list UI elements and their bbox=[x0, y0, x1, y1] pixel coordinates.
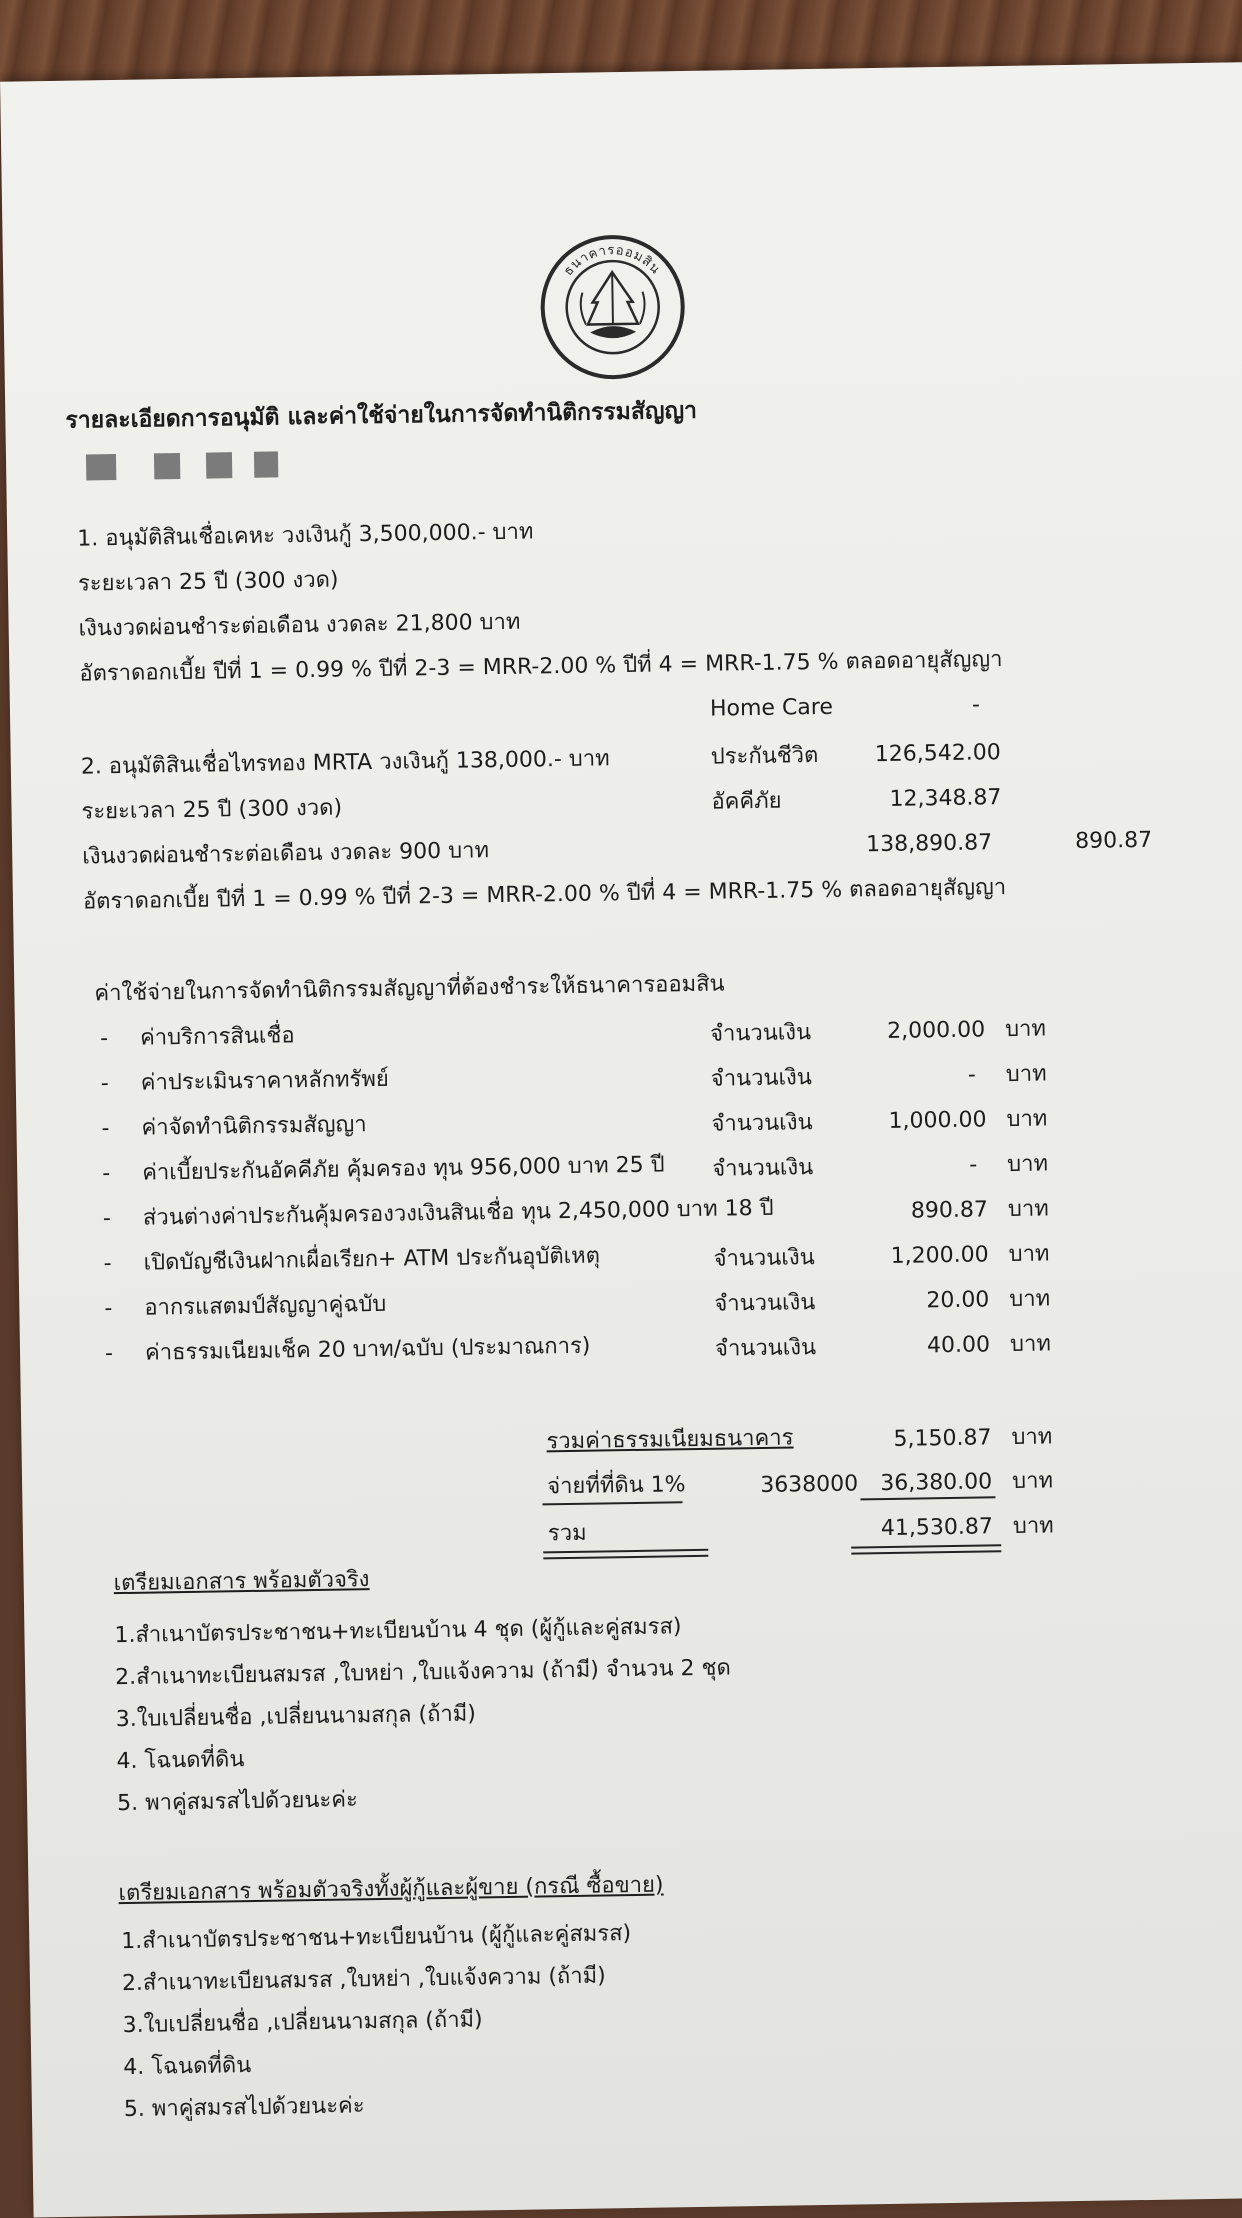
summary-total-unit: บาท bbox=[1012, 1513, 1054, 1540]
fee-amount-label: จำนวนเงิน bbox=[713, 1245, 815, 1272]
fee-label: ค่าจัดทำนิติกรรมสัญญา bbox=[141, 1112, 367, 1141]
insurance-label-fire: อัคคีภัย bbox=[711, 788, 782, 815]
fee-value: 1,200.00 bbox=[890, 1242, 989, 1269]
fee-label: ค่าประเมินราคาหลักทรัพย์ bbox=[140, 1066, 389, 1096]
docs2-item: 5. พาคู่สมรสไปด้วยนะค่ะ bbox=[123, 2093, 365, 2123]
insurance-value-fire: 12,348.87 bbox=[889, 785, 1002, 812]
fee-amount-label: จำนวนเงิน bbox=[714, 1290, 816, 1317]
fee-label: ค่าธรรมเนียมเช็ค 20 บาท/ฉบับ (ประมาณการ) bbox=[144, 1333, 591, 1366]
fee-row: - เปิดบัญชีเงินฝากเผื่อเรียก+ ATM ประกันอุบัติเหตุ จำนวนเงิน 1,200.00 บาท bbox=[103, 1241, 1050, 1277]
docs1-item: 3.ใบเปลี่ยนชื่อ ,เปลี่ยนนามสกุล (ถ้ามี) bbox=[115, 1701, 477, 1733]
fee-unit: บาท bbox=[1005, 1061, 1047, 1088]
docs1-heading: เตรียมเอกสาร พร้อมตัวจริง bbox=[113, 1567, 370, 1597]
loan1-line2: ระยะเวลา 25 ปี (300 งวด) bbox=[77, 567, 339, 597]
insurance-difference: 890.87 bbox=[1074, 827, 1153, 854]
fee-unit: บาท bbox=[1009, 1286, 1051, 1313]
insurance-label-life: ประกันชีวิต bbox=[710, 742, 819, 770]
fee-amount-label: จำนวนเงิน bbox=[714, 1335, 817, 1362]
fee-value: - bbox=[967, 1062, 976, 1088]
insurance-value-life: 126,542.00 bbox=[874, 740, 1001, 768]
summary-bank-fee-label: รวมค่าธรรมเนียมธนาคาร bbox=[546, 1425, 794, 1455]
fee-unit: บาท bbox=[1009, 1331, 1052, 1358]
insurance-label-home-care: Home Care bbox=[709, 694, 834, 722]
fee-unit: บาท bbox=[1007, 1196, 1049, 1223]
fee-row: - ค่าเบี้ยประกันอัคคีภัย คุ้มครอง ทุน 956,000 บาท 25 ปี จำนวนเงิน - บาท bbox=[102, 1151, 1049, 1187]
fee-label: ค่าบริการสินเชื่อ bbox=[139, 1023, 295, 1051]
loan2-line4: อัตราดอกเบี้ย ปีที่ 1 = 0.99 % ปีที่ 2-3 = MRR-2.00 % ปีที่ 4 = MRR-1.75 % ตลอดอายุสัญญา bbox=[82, 875, 1007, 915]
docs2-item: 1.สำเนาบัตรประชาชน+ทะเบียนบ้าน (ผู้กู้และคู่สมรส) bbox=[121, 1921, 632, 1955]
bank-seal-icon bbox=[537, 231, 689, 383]
fee-amount-label: จำนวนเงิน bbox=[711, 1110, 813, 1137]
summary-land-fee-value: 36,380.00 bbox=[880, 1469, 993, 1497]
summary-land-base: 3638000 bbox=[760, 1471, 859, 1498]
loan1-line4: อัตราดอกเบี้ย ปีที่ 1 = 0.99 % ปีที่ 2-3 = MRR-2.00 % ปีที่ 4 = MRR-1.75 % ตลอดอายุสัญญา bbox=[79, 647, 1003, 687]
docs1-item: 4. โฉนดที่ดิน bbox=[116, 1747, 245, 1775]
fee-row: - อากรแสตมป์สัญญาคู่ฉบับ จำนวนเงิน 20.00 บาท bbox=[104, 1286, 1051, 1322]
loan2-line3: เงินงวดผ่อนชำระต่อเดือน งวดละ 900 บาท bbox=[82, 838, 490, 870]
fee-label: อากรแสตมป์สัญญาคู่ฉบับ bbox=[144, 1291, 387, 1321]
seal-text: ธนาคารออมสิน bbox=[560, 243, 664, 279]
fee-value: 1,000.00 bbox=[888, 1107, 987, 1134]
fee-label: ส่วนต่างค่าประกันคุ้มครองวงเงินสินเชื่อ ทุน 2,450,000 บาท 18 ปี bbox=[142, 1195, 774, 1231]
fee-label: ค่าเบี้ยประกันอัคคีภัย คุ้มครอง ทุน 956,000 บาท 25 ปี bbox=[142, 1152, 665, 1186]
loan2-line1: 2. อนุมัติสินเชื่อไทรทอง MRTA วงเงินกู้ 138,000.- บาท bbox=[80, 746, 610, 780]
fees-heading: ค่าใช้จ่ายในการจัดทำนิติกรรมสัญญาที่ต้องชำระให้ธนาคารออมสิน bbox=[94, 971, 725, 1007]
summary-bank-fee-value: 5,150.87 bbox=[893, 1425, 992, 1452]
summary-land-fee-underline bbox=[542, 1501, 682, 1505]
loan1-line3: เงินงวดผ่อนชำระต่อเดือน งวดละ 21,800 บาท bbox=[78, 609, 521, 642]
approval-document-page bbox=[0, 62, 1242, 2217]
summary-total-label: รวม bbox=[547, 1520, 587, 1547]
summary-land-fee-label: จ่ายที่ที่ดิน 1% bbox=[547, 1472, 686, 1500]
docs1-item: 1.สำเนาบัตรประชาชน+ทะเบียนบ้าน 4 ชุด (ผู้กู้และคู่สมรส) bbox=[114, 1614, 682, 1649]
fee-value: 20.00 bbox=[926, 1287, 990, 1314]
insurance-value-home-care: - bbox=[971, 692, 981, 718]
docs2-item: 3.ใบเปลี่ยนชื่อ ,เปลี่ยนนามสกุล (ถ้ามี) bbox=[122, 2007, 483, 2039]
docs2-item: 4. โฉนดที่ดิน bbox=[123, 2053, 252, 2081]
docs2-heading: เตรียมเอกสาร พร้อมตัวจริงทั้งผู้กู้และผู้ขาย (กรณี ซื้อขาย) bbox=[118, 1872, 664, 1907]
docs1-item: 5. พาคู่สมรสไปด้วยนะค่ะ bbox=[116, 1787, 358, 1817]
docs2-item: 2.สำเนาทะเบียนสมรส ,ใบหย่า ,ใบแจ้งความ (ถ้ามี) bbox=[121, 1963, 606, 1997]
fee-value: 40.00 bbox=[926, 1332, 991, 1359]
fee-unit: บาท bbox=[1006, 1106, 1048, 1133]
fee-row: - ค่าธรรมเนียมเช็ค 20 บาท/ฉบับ (ประมาณการ) จำนวนเงิน 40.00 บาท bbox=[104, 1331, 1052, 1367]
fee-row: - ค่าประเมินราคาหลักทรัพย์ จำนวนเงิน - บาท bbox=[100, 1061, 1047, 1097]
fee-unit: บาท bbox=[1004, 1016, 1047, 1043]
fee-value: 2,000.00 bbox=[886, 1017, 986, 1044]
fee-row: - ส่วนต่างค่าประกันคุ้มครองวงเงินสินเชื่อ ทุน 2,450,000 บาท 18 ปี 890.87 บาท bbox=[102, 1195, 1049, 1232]
fee-row: - ค่าจัดทำนิติกรรมสัญญา จำนวนเงิน 1,000.00 บาท bbox=[101, 1106, 1048, 1142]
summary-bank-fee-unit: บาท bbox=[1011, 1424, 1053, 1451]
summary-land-fee-unit: บาท bbox=[1011, 1468, 1054, 1495]
fee-amount-label: จำนวนเงิน bbox=[709, 1020, 812, 1047]
fee-label: เปิดบัญชีเงินฝากเผื่อเรียก+ ATM ประกันอุบัติเหตุ bbox=[143, 1243, 601, 1276]
insurance-total: 138,890.87 bbox=[866, 830, 993, 858]
loan2-line2: ระยะเวลา 25 ปี (300 งวด) bbox=[81, 795, 343, 825]
fee-amount-label: จำนวนเงิน bbox=[712, 1155, 814, 1182]
fee-row: - ค่าบริการสินเชื่อ จำนวนเงิน 2,000.00 บาท bbox=[99, 1016, 1047, 1052]
summary-total-value: 41,530.87 bbox=[880, 1514, 994, 1542]
fee-unit: บาท bbox=[1007, 1151, 1049, 1178]
docs1-item: 2.สำเนาทะเบียนสมรส ,ใบหย่า ,ใบแจ้งความ (ถ้ามี) จำนวน 2 ชุด bbox=[114, 1655, 731, 1691]
fee-amount-label: จำนวนเงิน bbox=[710, 1065, 812, 1092]
fee-unit: บาท bbox=[1008, 1241, 1050, 1268]
summary-total-double-underline bbox=[851, 1544, 1001, 1548]
loan1-line1: 1. อนุมัติสินเชื่อเคหะ วงเงินกู้ 3,500,000.- บาท bbox=[77, 519, 534, 552]
fee-value: 890.87 bbox=[910, 1197, 989, 1224]
fee-value: - bbox=[969, 1152, 978, 1178]
document-title: รายละเอียดการอนุมัติ และค่าใช้จ่ายในการจัดทำนิติกรรมสัญญา bbox=[65, 397, 698, 434]
